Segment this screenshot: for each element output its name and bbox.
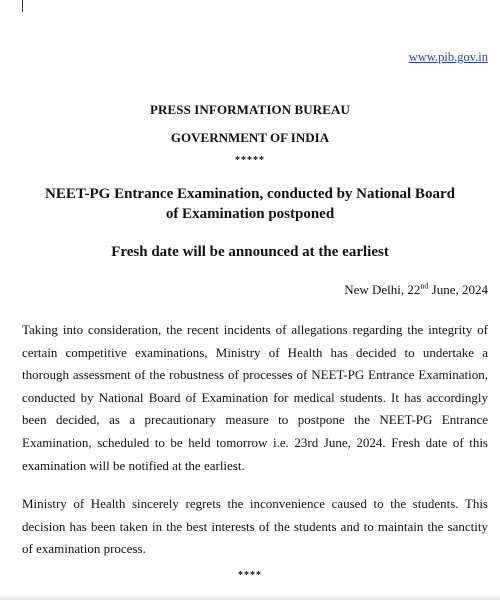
- body-paragraph-2: Ministry of Health sincerely regrets the inconvenience caused to the students. This decision has been taken in the best interests of the students and to maintain the sanctity of examination process.: [22, 496, 488, 557]
- text-cursor-mark: [22, 0, 23, 12]
- separator-stars: *****: [235, 155, 265, 166]
- body-paragraph-1: Taking into consideration, the recent incidents of allegations regarding the integrity of certain competitive examinations, Ministry of Health has decided to undertake a thorough assessment of the robustness of processes of NEET-PG Entrance Examination, conducted by National Board of Examination for medical students. It has accordingly been decided, as a precautionary measure to postpone the NEET-PG Entrance Examination, scheduled to be held tomorrow i.e. 23rd June, 2024. Fresh date of this examination will be notified at the earliest.: [22, 322, 488, 473]
- dateline-ordinal: nd: [420, 281, 429, 291]
- dateline-prefix: New Delhi, 22: [344, 282, 421, 297]
- end-mark-stars: ****: [238, 570, 262, 581]
- press-release-subheadline: Fresh date will be announced at the earliest: [111, 244, 389, 260]
- organization-heading: PRESS INFORMATION BUREAU: [149, 102, 351, 117]
- press-release-headline: NEET-PG Entrance Examination, conducted by National Board of Examination postponed: [45, 186, 455, 222]
- government-heading: GOVERNMENT OF INDIA: [170, 130, 330, 145]
- dateline-rest: June, 2024: [428, 282, 488, 297]
- pib-website-link[interactable]: www.pib.gov.in: [408, 50, 488, 64]
- dateline: [344, 282, 488, 298]
- page-bottom-edge: [0, 595, 500, 600]
